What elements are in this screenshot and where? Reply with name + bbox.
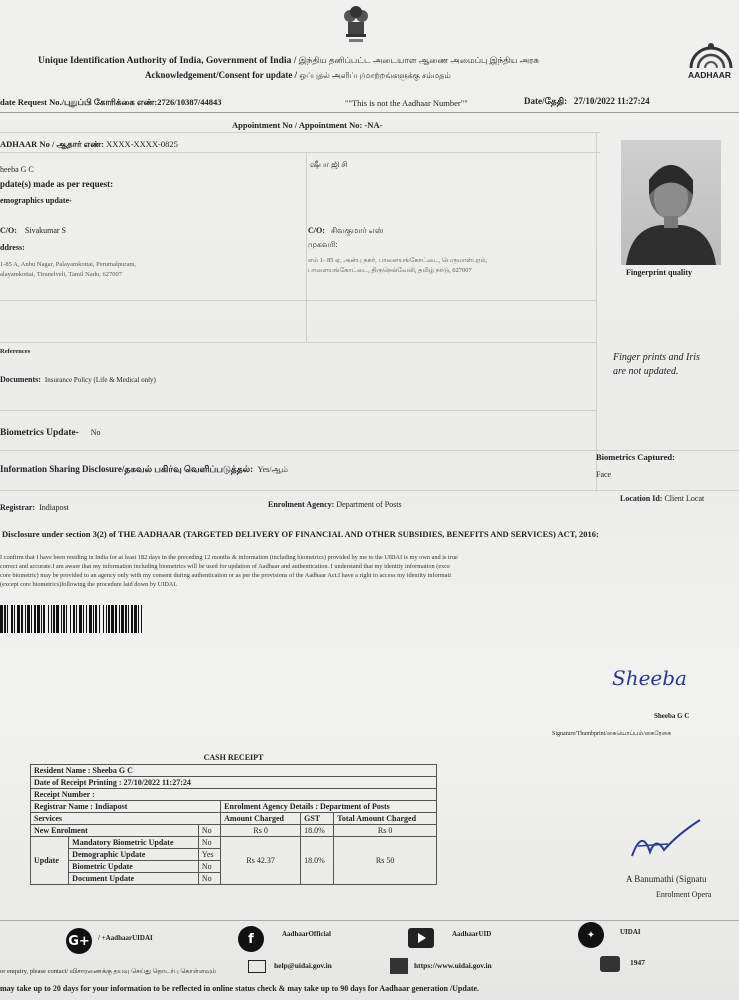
youtube-icon [408, 928, 434, 948]
references-label: References [0, 348, 31, 355]
footer-enquiry: or enquiry, please contact/ விசாரணைக்கு தயவு செய்து தொடர்பு கொள்ளவும் [0, 968, 217, 975]
receipt-amount-header: Amount Charged [221, 812, 301, 824]
receipt-number: Receipt Number : [31, 788, 437, 800]
receipt-new-total: Rs 0 [334, 824, 437, 836]
operator-signature [628, 816, 708, 866]
footer-twitter: UIDAI [620, 928, 641, 936]
demographics-label: emographics update- [0, 196, 72, 205]
resident-signature: Sheeba [612, 666, 687, 690]
facebook-icon: f [238, 926, 264, 952]
web-icon [390, 958, 408, 974]
receipt-date: Date of Receipt Printing : 27/10/2022 11:27:24 [31, 776, 437, 788]
footer-gplus: / +AadhaarUIDAI [98, 934, 153, 942]
address-line-1: 1-85 A, Anbu Nagar, Palayamkottai, Perumalpuram, [0, 261, 137, 268]
footer-youtube: AadhaarUID [452, 930, 492, 938]
aadhaar-no: ADHAAR No / ஆதார் எண்: XXXX-XXXX-0825 [0, 139, 178, 149]
address-ta-line-1: எம் 1- 85 ஏ, அன்பு நகர், பாளையங்கோட்டை, பெருமாள்புரம், [308, 257, 488, 264]
resident-photo [621, 140, 721, 265]
resident-name-ta: ஷீபா ஜி சி [310, 160, 348, 169]
footer-phone: 1947 [630, 958, 645, 967]
header-title: Unique Identification Authority of India, Government of India / இந்திய தனிப்பட்ட அடையாள ஆணை அமைப்பு இந்திய அரசு [38, 55, 539, 66]
footer-note: may take up to 20 days for your information to be reflected in online status check & may take up to 90 days for Aadhaar generation /Update. [0, 984, 480, 993]
update-request-no: date Request No./புதுப்பி கோரிக்கை எண்:2726/10387/44843 [0, 97, 222, 107]
receipt-mandatory-flag: No [198, 836, 220, 848]
finger-note-2: are not updated. [613, 366, 679, 377]
aadhaar-logo-text: AADHAAR [688, 70, 731, 80]
receipt-update-total: Rs 50 [334, 836, 437, 884]
barcode [0, 605, 360, 633]
biometrics-captured-value: Face [596, 470, 612, 479]
signature-label: Signature/Thumbprint/கையொப்பம்/கைரேகை [552, 731, 672, 737]
address-label-ta: முகவரி: [308, 240, 338, 249]
updates-label: pdate(s) made as per request: [0, 179, 114, 189]
footer-email: help@uidai.gov.in [274, 961, 332, 970]
biometrics-update: Biometrics Update- No [0, 428, 101, 438]
receipt-total-header: Total Amount Charged [334, 812, 437, 824]
biometrics-captured-label: Biometrics Captured: [596, 452, 675, 462]
receipt-demographic-flag: Yes [198, 848, 220, 860]
receipt-services: Services [31, 812, 221, 824]
emblem-icon [338, 2, 374, 44]
receipt-new-enrolment: New Enrolment [31, 824, 199, 836]
care-of: C/O: Sivakumar S [0, 226, 66, 235]
address-line-2: alayamkottai, Tirunelveli, Tamil Nadu, 627007 [0, 271, 123, 278]
operator-role: Enrolment Opera [656, 890, 712, 899]
info-sharing: Information Sharing Disclosure/தகவல் பகிர்வு வெளிப்படுத்தல்: Yes/ஆம் [0, 464, 289, 474]
disclosure-heading: Disclosure under section 3(2) of THE AADHAAR (TARGETED DELIVERY OF FINANCIAL AND OTHER SUBSIDIES, BENEFITS AND SERVICES) ACT, 2016: [2, 529, 599, 539]
receipt-mandatory-bio: Mandatory Biometric Update [69, 836, 199, 848]
receipt-new-gst: 18.0% [301, 824, 334, 836]
disclosure-text: I confirm that I have been residing in India for at least 182 days in the preceding 12 months & information (including biometrics) provided by me to the UIDAI is my own and is true correct and accurate.I am aware that my information including biometrics will be used for updation of Aadhaar and authentication. I understand that my identity information (exce core biometric) may be provided to an agency only with my consent during authentication or as per the provisions of the Aadhaar Act.I have a right to access my identity informati (except core biometrics)following the procedure laid down by UIDAI. [0, 554, 458, 588]
footer-web: https://www.uidai.gov.in [414, 961, 492, 970]
receipt-title: CASH RECEIPT [31, 752, 437, 764]
address-label: ddress: [0, 243, 25, 252]
receipt-registrar: Registrar Name : Indiapost [31, 800, 221, 812]
phone-icon [600, 956, 620, 972]
enrolment-agency: Enrolment Agency: Department of Posts [268, 500, 402, 509]
google-plus-icon: G+ [66, 928, 92, 954]
signature-name: Sheeba G C [654, 712, 690, 720]
operator-name: A Banumathi (Signatu [626, 874, 707, 884]
registrar: Registrar: Indiapost [0, 503, 69, 512]
receipt-document: Document Update [69, 872, 199, 884]
receipt-biometric-flag: No [198, 860, 220, 872]
receipt-update-amount: Rs 42.37 [221, 836, 301, 884]
receipt-update-label: Update [31, 836, 69, 884]
fingerprint-quality: Fingerprint quality [626, 268, 693, 277]
header-subtitle: Acknowledgement/Consent for update / ஒப்புதல் அளிப்பு/மாற்றங்களுக்கு சம்மதம் [145, 70, 451, 80]
receipt-document-flag: No [198, 872, 220, 884]
documents-row: Documents: Insurance Policy (Life & Medical only) [0, 375, 156, 384]
receipt-resident-name: Resident Name : Sheeba G C [31, 764, 437, 776]
email-icon [248, 960, 266, 973]
care-of-ta: C/O: சிவகுமார் எஸ் [308, 226, 384, 235]
receipt-new-enrolment-flag: No [198, 824, 220, 836]
twitter-icon: ✦ [578, 922, 604, 948]
location-id: Location Id: Client Locat [620, 494, 705, 503]
finger-note-1: Finger prints and Iris [613, 352, 700, 363]
footer-facebook: AadhaarOfficial [282, 930, 331, 938]
not-aadhaar-note: ""This is not the Aadhaar Number"" [345, 98, 468, 108]
resident-name: heeba G C [0, 165, 34, 174]
receipt-new-amount: Rs 0 [221, 824, 301, 836]
receipt-demographic: Demographic Update [69, 848, 199, 860]
address-ta-line-2: பாளையங்கோட்டை, திருநெல்வேலி, தமிழ் நாடு, 627007 [308, 267, 472, 274]
appointment-no: Appointment No / Appointment No: -NA- [232, 120, 383, 130]
receipt-biometric: Biometric Update [69, 860, 199, 872]
request-date: Date/தேதி: 27/10/2022 11:27:24 [524, 96, 650, 106]
cash-receipt-table [30, 752, 437, 885]
receipt-update-gst: 18.0% [301, 836, 334, 884]
receipt-gst-header: GST [301, 812, 334, 824]
receipt-agency: Enrolment Agency Details : Department of Posts [221, 800, 437, 812]
